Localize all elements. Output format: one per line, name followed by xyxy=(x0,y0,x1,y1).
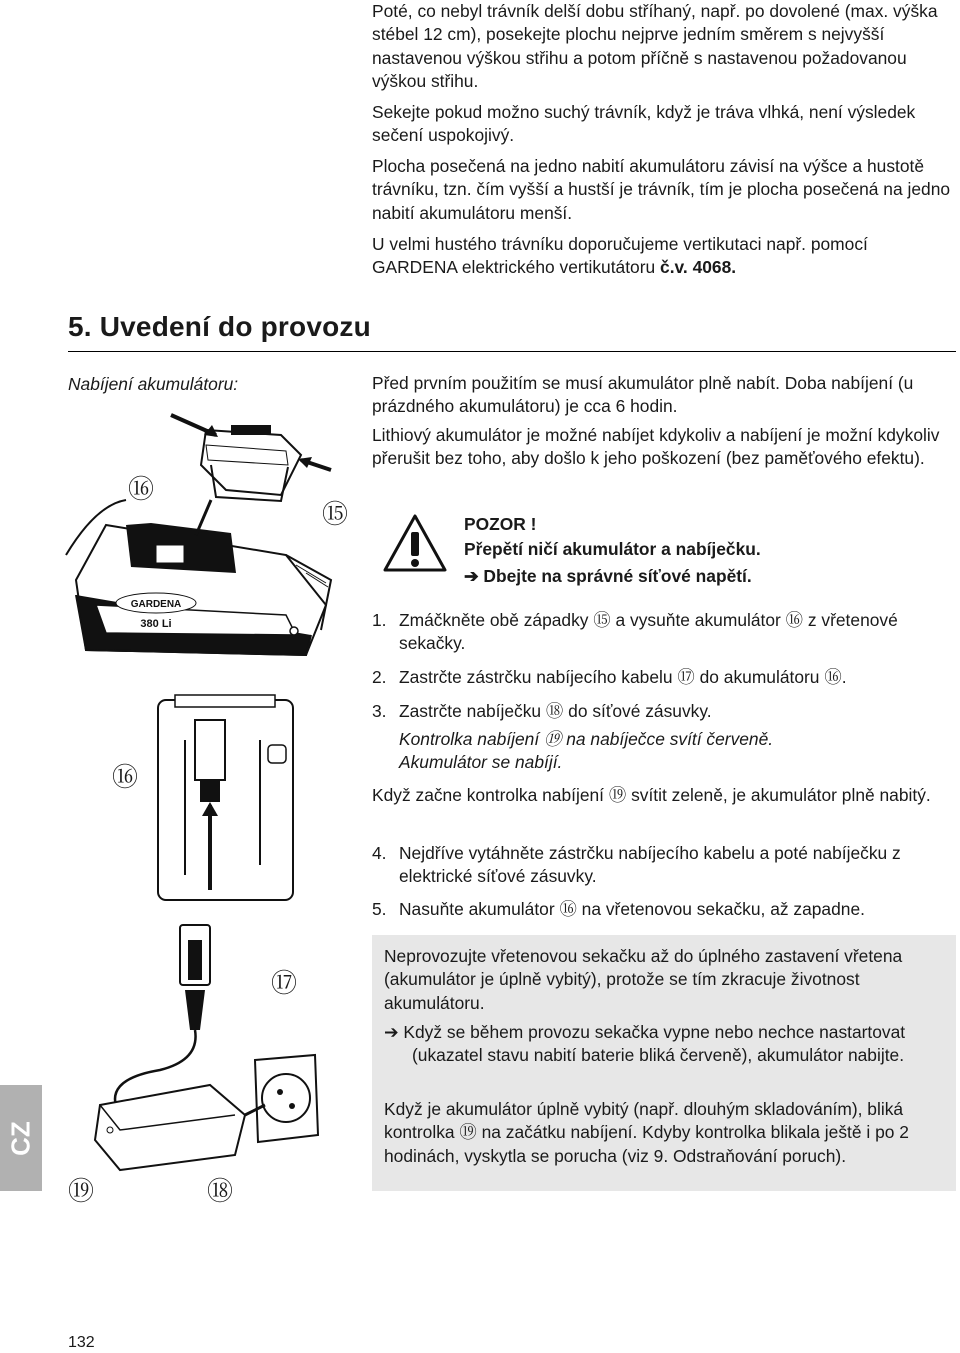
note-paragraph-1: Neprovozujte vřetenovou sekačku až do úplného zastavení vřetena (akumulátor je úplně vybitý), protože se tím zkracuje životnost akumulátoru. xyxy=(384,946,903,1013)
callout-19: ⑲ xyxy=(68,1176,95,1206)
intro-paragraph-2: Sekejte pokud možno suchý trávník, když je tráva vlhká, není výsledek sečení uspokojivý. xyxy=(372,102,916,146)
step-3-note: Kontrolka nabíjení ⑲ na nabíječce svítí červeně. Akumulátor se nabíjí. xyxy=(399,729,774,773)
language-tab xyxy=(0,1085,42,1191)
step-number: 2. xyxy=(372,667,387,687)
step-number: 1. xyxy=(372,610,387,630)
note-arrow-item: ➔ Když se během provozu sekačka vypne nebo nechce nastartovat (ukazatel stavu nabití baterie bliká červeně), akumulátor nabijte. xyxy=(384,1022,906,1066)
warning-block xyxy=(372,505,952,595)
page-number: 132 xyxy=(68,1334,95,1351)
product-number: č.v. 4068. xyxy=(660,257,737,278)
brand-mark: GARDENA xyxy=(130,599,182,610)
note-box xyxy=(372,935,956,1191)
section-title: 5. Uvedení do provozu xyxy=(68,311,371,342)
warning-triangle-icon xyxy=(382,513,448,573)
callout-17: ⑰ xyxy=(271,968,298,998)
section-divider xyxy=(68,351,956,352)
intro-paragraph-3: Plocha posečená na jedno nabití akumulátoru závisí na výšce a hustotě trávníku, tzn. čím vyšší a hustší je trávník, tím je plocha posečená na jedno nabití akumulátoru menší. xyxy=(372,156,951,223)
charging-paragraph-2: Lithiový akumulátor je možné nabíjet kdykoliv a nabíjení je možní kdykoliv přerušit bez toho, aby došlo k jeho poškození (bez paměťového efektu). xyxy=(372,425,940,469)
callout-15: ⑮ xyxy=(322,499,349,529)
callout-16-mid: ⑯ xyxy=(112,762,139,792)
step-text: Nasuňte akumulátor ⑯ na vřetenovou sekačku, až zapadne. xyxy=(399,899,865,919)
charger-socket-illustration xyxy=(60,920,330,1180)
step-text: Zmáčkněte obě západky ⑮ a vysuňte akumulátor ⑯ z vřetenové sekačky. xyxy=(399,610,898,654)
note-paragraph-2: Když je akumulátor úplně vybitý (např. dlouhým skladováním), bliká kontrolka ⑲ na začátku nabíjení. Kdyby kontrolka blikala ještě i po 2 hodinách, vyskytla se porucha (viz 9. Odstraňování poruch). xyxy=(384,1099,909,1166)
battery-plug-illustration xyxy=(150,690,300,910)
step-text: Zastrčte nabíječku ⑱ do síťové zásuvky. xyxy=(399,701,712,721)
warning-title: POZOR ! xyxy=(464,514,537,534)
callout-18: ⑱ xyxy=(207,1176,234,1206)
warning-line-1: Přepětí ničí akumulátor a nabíječku. xyxy=(464,539,761,559)
step-text: Nejdříve vytáhněte zástrčku nabíjecího kabelu a poté nabíječku z elektrické síťové zásuvky. xyxy=(399,843,901,887)
intro-paragraph-1: Poté, co nebyl trávník delší dobu stříhaný, např. po dovolené (max. výška stébel 12 cm), posekejte plochu nejprve jedním směrem s nejvyšší nastavenou výškou střihu a potom příčně s nastavenou požadovanou výškou střihu. xyxy=(372,1,938,91)
battery-mower-illustration xyxy=(56,405,349,675)
intro-paragraph-4-text: U velmi hustého trávníku doporučujeme vertikutaci např. pomocí GARDENA elektrického vertikutátoru xyxy=(372,234,868,278)
callout-16-top: ⑯ xyxy=(128,474,155,504)
step-number: 5. xyxy=(372,899,387,919)
step-text: Zastrčte zástrčku nabíjecího kabelu ⑰ do akumulátoru ⑯. xyxy=(399,667,847,687)
intro-paragraph-4 xyxy=(372,233,952,280)
charging-paragraph-1: Před prvním použitím se musí akumulátor plně nabít. Doba nabíjení (u prázdného akumulátoru) je cca 6 hodin. xyxy=(372,373,914,417)
step-number: 4. xyxy=(372,843,387,863)
mower-model-label: 380 Li xyxy=(140,618,172,630)
section-subheading: Nabíjení akumulátoru: xyxy=(68,374,239,394)
language-tab-label: CZ xyxy=(5,1121,36,1156)
step-number: 3. xyxy=(372,701,387,721)
step-3-result: Když začne kontrolka nabíjení ⑲ svítit zeleně, je akumulátor plně nabitý. xyxy=(372,785,931,805)
warning-line-2: ➔ Dbejte na správné síťové napětí. xyxy=(464,566,752,586)
